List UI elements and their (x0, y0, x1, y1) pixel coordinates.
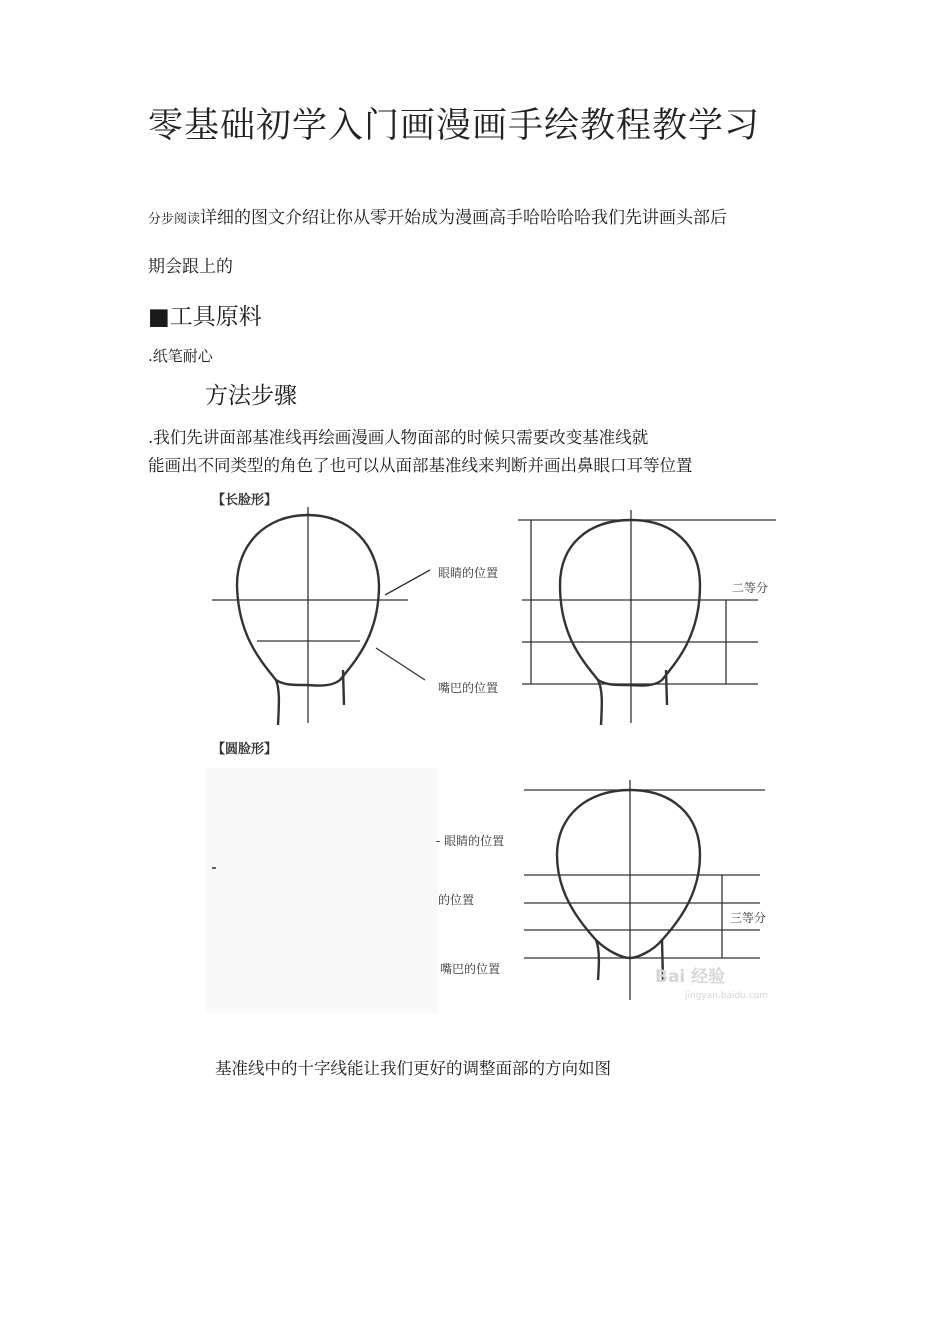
tools-item: .纸笔耐心 (148, 347, 213, 365)
tools-heading: ■工具原料 (148, 304, 262, 330)
watermark-logo: Bai 经验 (655, 967, 726, 987)
intro-prefix: 分步阅读 (148, 212, 201, 227)
step1-line2: 能画出不同类型的角色了也可以从面部基准线来判断并画出鼻眼口耳等位置 (148, 456, 693, 475)
eye-position-label: 眼睛的位置 (438, 566, 499, 580)
position-partial-label: 的位置 (438, 893, 475, 907)
three-equal-label: 三等分 (730, 911, 767, 925)
watermark-url: jingyan.baidu.com (685, 991, 769, 1001)
face-guideline-figure (200, 485, 780, 1015)
eye-position-partial-label: - 眼睛的位置 (436, 834, 505, 848)
steps-heading: 方法步骤 (205, 383, 297, 409)
page-title: 零基础初学入门画漫画手绘教程教学习 (148, 106, 761, 146)
round-face-label: 【圆脸形】 (212, 742, 278, 757)
figure-caption: 基准线中的十字线能让我们更好的调整面部的方向如图 (215, 1059, 611, 1078)
intro-text: 详细的图文介绍让你从零开始成为漫画高手哈哈哈哈我们先讲画头部后 (200, 208, 728, 228)
two-equal-label: 二等分 (732, 581, 769, 595)
intro-paragraph-line2: 期会跟上的 (148, 257, 233, 277)
long-face-label: 【长脸形】 (212, 493, 278, 508)
mouth-position-round-label: 嘴巴的位置 (440, 962, 501, 976)
blank-panel (206, 768, 438, 1013)
intro-paragraph (148, 203, 727, 228)
mouth-position-label: 嘴巴的位置 (438, 681, 499, 695)
step1-line1: .我们先讲面部基准线再绘画漫画人物面部的时候只需要改变基准线就 (148, 428, 649, 447)
